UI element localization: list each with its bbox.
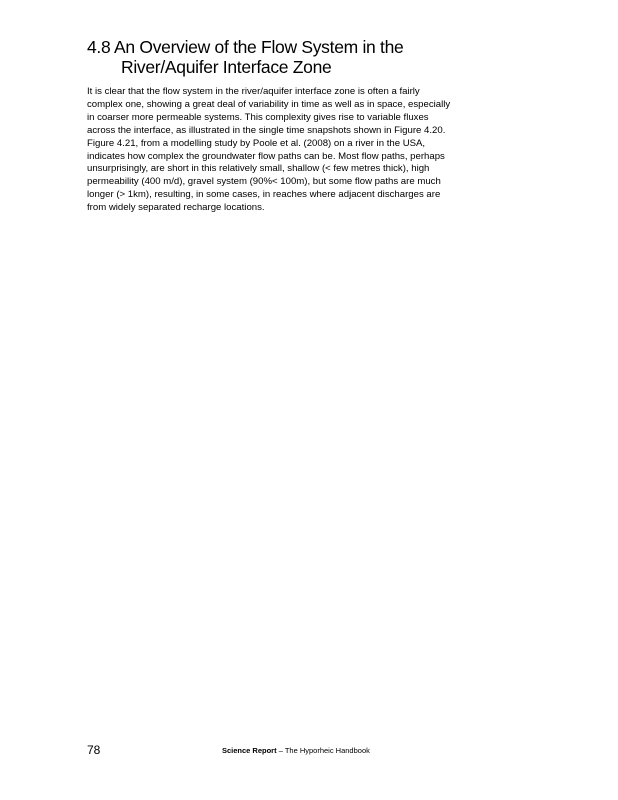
body-line: Figure 4.21, from a modelling study by Poole et al. (2008) on a river in the USA, [87, 137, 426, 149]
body-line: across the interface, as illustrated in the single time snapshots shown in Figure 4.20. [87, 124, 446, 136]
section-title-line2: River/Aquifer Interface Zone [121, 57, 332, 77]
footer-handbook-name: – The Hyporheic Handbook [276, 746, 370, 755]
footer-report-title [222, 746, 370, 756]
body-line: longer (> 1km), resulting, in some cases, in reaches where adjacent discharges are [87, 189, 441, 201]
section-number: 4.8 [87, 37, 111, 57]
body-paragraph [87, 86, 507, 215]
section-title-line1: An Overview of the Flow System in the [114, 37, 404, 57]
body-line: permeability (400 m/d), gravel system (90%< 100m), but some flow paths are much [87, 176, 441, 188]
body-line: complex one, showing a great deal of variability in time as well as in space, especially [87, 98, 451, 110]
body-line: indicates how complex the groundwater flow paths can be. Most flow paths, perhaps [87, 150, 445, 162]
body-line: unsurprisingly, are short in this relatively small, shallow (< few metres thick), high [87, 163, 430, 175]
body-line: It is clear that the flow system in the river/aquifer interface zone is often a fairly [87, 86, 420, 97]
page-number: 78 [87, 743, 101, 757]
footer-report-name: Science Report [222, 746, 277, 755]
body-line: in coarser more permeable systems. This complexity gives rise to variable fluxes [87, 111, 429, 123]
section-heading [87, 37, 527, 77]
body-line: from widely separated recharge locations. [87, 202, 265, 214]
